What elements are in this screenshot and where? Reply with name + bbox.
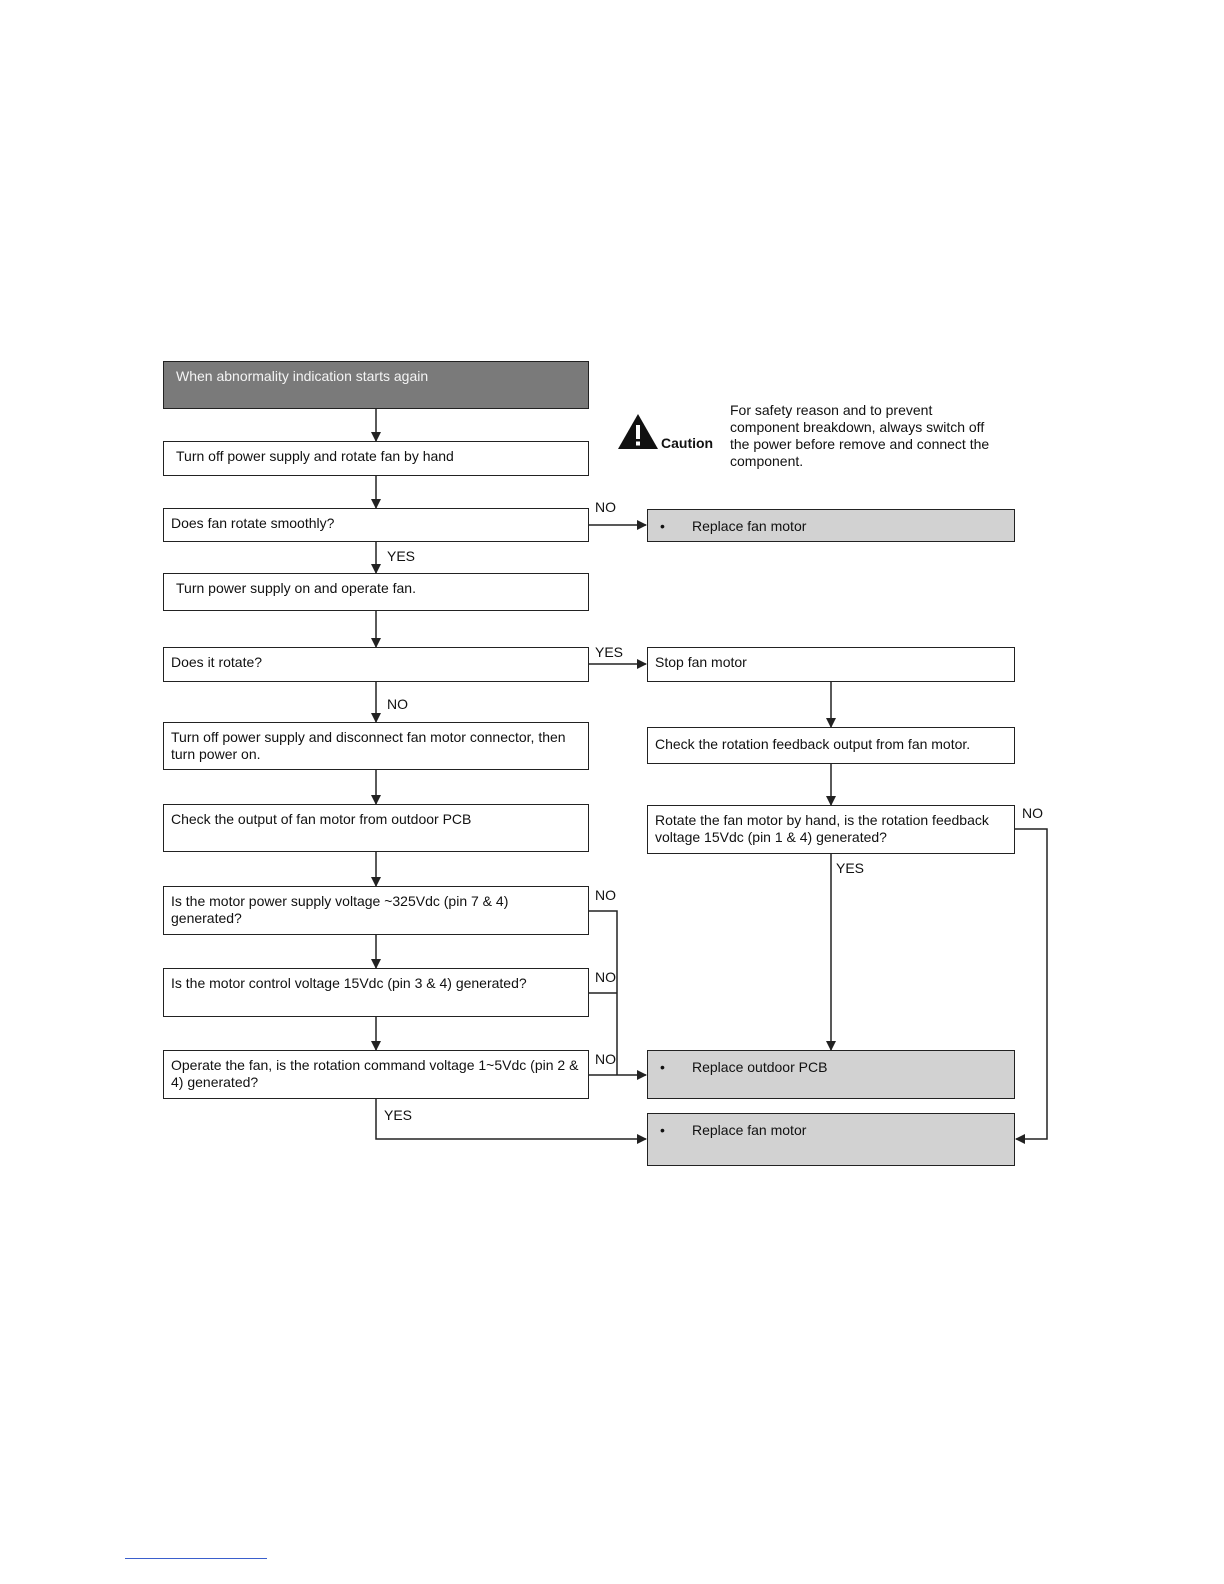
bullet: • [660, 1122, 665, 1138]
label-yes-smooth: YES [387, 548, 416, 564]
label-no-command: NO [595, 1051, 616, 1067]
box-replace-fan-motor-1 [647, 509, 1015, 542]
box-replace-fan-motor-2 [647, 1113, 1015, 1166]
box-check-output-pcb: Check the output of fan motor from outdoor PCB [163, 804, 589, 852]
box-replace-outdoor-pcb [647, 1050, 1015, 1099]
box-replace-outdoor-pcb-text: Replace outdoor PCB [692, 1059, 828, 1075]
caution-text: For safety reason and to prevent component breakdown, always switch off the power before remove and connect the component. [730, 402, 990, 469]
label-no-smooth: NO [595, 499, 616, 515]
caution-label: Caution [661, 435, 714, 451]
label-yes-rotate: YES [595, 644, 624, 660]
box-rotate-smoothly: Does fan rotate smoothly? [163, 508, 589, 542]
box-does-it-rotate: Does it rotate? [163, 647, 589, 682]
warning-triangle-icon [617, 413, 659, 451]
label-no-rotate: NO [387, 696, 408, 712]
label-no-feedback: NO [1022, 805, 1043, 821]
box-control-voltage: Is the motor control voltage 15Vdc (pin 3 & 4) generated? [163, 968, 589, 1017]
box-start: When abnormality indication starts again [163, 361, 589, 409]
box-turn-off-rotate: Turn off power supply and rotate fan by hand [163, 441, 589, 476]
box-replace-fan-motor-2-text: Replace fan motor [692, 1122, 807, 1138]
bullet: • [660, 1059, 665, 1075]
footnote-divider [125, 1558, 267, 1559]
bullet: • [660, 518, 665, 534]
label-yes-feedback: YES [836, 860, 865, 876]
box-replace-fan-motor-1-text: Replace fan motor [692, 518, 807, 534]
label-no-power: NO [595, 887, 616, 903]
box-disconnect-connector: Turn off power supply and disconnect fan motor connector, then turn power on. [163, 722, 589, 770]
box-check-feedback: Check the rotation feedback output from fan motor. [647, 727, 1015, 764]
arrow-command-yes [376, 1099, 646, 1139]
box-power-on-operate: Turn power supply on and operate fan. [163, 573, 589, 611]
arrow-rotatehand-no [1015, 829, 1047, 1139]
label-no-control: NO [595, 969, 616, 985]
box-power-supply-voltage: Is the motor power supply voltage ~325Vdc (pin 7 & 4) generated? [163, 886, 589, 935]
box-stop-fan-motor: Stop fan motor [647, 647, 1015, 682]
box-command-voltage: Operate the fan, is the rotation command voltage 1~5Vdc (pin 2 & 4) generated? [163, 1050, 589, 1099]
box-rotate-by-hand-feedback: Rotate the fan motor by hand, is the rotation feedback voltage 15Vdc (pin 1 & 4) generated? [647, 805, 1015, 854]
label-yes-command: YES [384, 1107, 413, 1123]
